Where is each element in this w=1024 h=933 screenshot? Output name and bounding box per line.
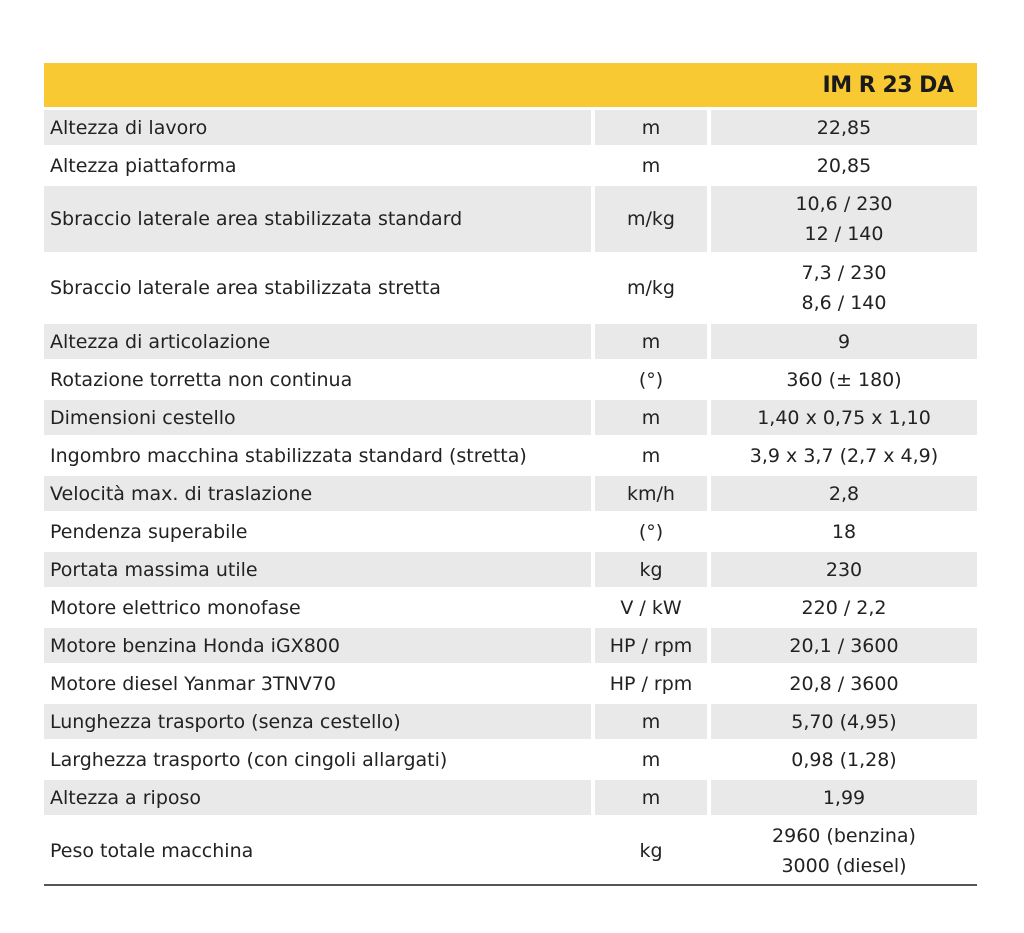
table-row — [44, 590, 977, 625]
spec-table — [44, 63, 977, 886]
table-row — [44, 704, 977, 739]
value-cell — [711, 400, 977, 435]
value-line: 3,9 x 3,7 (2,7 x 4,9) — [749, 444, 939, 467]
param-cell: Motore benzina Honda iGX800 — [44, 628, 591, 663]
value-line: 2,8 — [828, 482, 860, 505]
value-cell — [711, 110, 977, 145]
table-row — [44, 400, 977, 435]
unit-cell: (°) — [638, 368, 664, 391]
table-row — [44, 818, 977, 886]
value-cell — [711, 438, 977, 473]
table-row — [44, 666, 977, 701]
value-cell — [711, 324, 977, 359]
unit-cell: m — [595, 324, 707, 359]
table-row — [44, 780, 977, 815]
param-cell: Altezza di lavoro — [44, 110, 591, 145]
value-line: 12 / 140 — [804, 223, 884, 245]
table-row — [44, 742, 977, 777]
value-line: 0,98 (1,28) — [791, 748, 897, 771]
param-cell: Peso totale macchina — [50, 840, 254, 862]
value-line: 20,1 / 3600 — [789, 634, 899, 657]
table-header — [44, 63, 977, 107]
param-cell: Sbraccio laterale area stabilizzata stretta — [50, 277, 441, 299]
value-cell — [711, 255, 977, 321]
table-row — [44, 324, 977, 359]
param-cell: Motore elettrico monofase — [50, 596, 301, 619]
value-line: 22,85 — [816, 116, 872, 139]
param-cell: Pendenza superabile — [50, 520, 248, 543]
value-line: 1,40 x 0,75 x 1,10 — [757, 406, 931, 429]
value-cell — [711, 666, 977, 701]
param-cell: Velocità max. di traslazione — [44, 476, 591, 511]
value-line: 360 (± 180) — [786, 368, 902, 391]
unit-cell: m — [595, 780, 707, 815]
unit-cell: V / kW — [620, 596, 682, 619]
param-cell: Ingombro macchina stabilizzata standard (stretta) — [50, 444, 527, 467]
value-cell — [711, 476, 977, 511]
table-row — [44, 514, 977, 549]
value-cell — [711, 514, 977, 549]
value-cell — [711, 362, 977, 397]
value-line: 5,70 (4,95) — [791, 710, 897, 733]
value-cell — [711, 818, 977, 884]
table-body — [44, 110, 977, 886]
unit-cell: HP / rpm — [595, 628, 707, 663]
value-line: 7,3 / 230 — [801, 262, 887, 284]
unit-cell: kg — [639, 840, 663, 862]
value-cell — [711, 780, 977, 815]
param-cell: Altezza di articolazione — [44, 324, 591, 359]
table-row — [44, 628, 977, 663]
value-line: 220 / 2,2 — [801, 596, 887, 619]
unit-cell: kg — [595, 552, 707, 587]
value-cell — [711, 186, 977, 252]
unit-cell: m/kg — [595, 186, 707, 252]
value-line: 1,99 — [822, 786, 866, 809]
unit-cell: m — [595, 400, 707, 435]
unit-cell: m — [595, 704, 707, 739]
unit-cell: HP / rpm — [609, 672, 693, 695]
value-line: 20,8 / 3600 — [789, 672, 899, 695]
unit-cell: km/h — [595, 476, 707, 511]
unit-cell: m — [641, 748, 661, 771]
param-cell: Altezza a riposo — [44, 780, 591, 815]
value-line: 9 — [837, 330, 851, 353]
value-cell — [711, 552, 977, 587]
unit-cell: m — [595, 110, 707, 145]
model-title: IM R 23 DA — [822, 73, 954, 98]
table-row — [44, 255, 977, 321]
param-cell: Dimensioni cestello — [44, 400, 591, 435]
table-row — [44, 362, 977, 397]
value-line: 2960 (benzina) — [772, 825, 916, 847]
param-cell: Larghezza trasporto (con cingoli allargati) — [50, 748, 448, 771]
table-row — [44, 552, 977, 587]
value-line: 18 — [831, 520, 857, 543]
value-line: 20,85 — [816, 154, 872, 177]
param-cell: Altezza piattaforma — [50, 154, 237, 177]
value-cell — [711, 148, 977, 183]
table-row — [44, 186, 977, 252]
param-cell: Sbraccio laterale area stabilizzata standard — [44, 186, 591, 252]
unit-cell: m/kg — [627, 277, 675, 299]
value-line: 10,6 / 230 — [795, 193, 893, 215]
value-cell — [711, 590, 977, 625]
table-row — [44, 438, 977, 473]
table-row — [44, 148, 977, 183]
param-cell: Portata massima utile — [44, 552, 591, 587]
value-line: 8,6 / 140 — [801, 292, 887, 314]
value-line: 230 — [825, 558, 863, 581]
param-cell: Lunghezza trasporto (senza cestello) — [44, 704, 591, 739]
unit-cell: (°) — [638, 520, 664, 543]
param-cell: Rotazione torretta non continua — [50, 368, 353, 391]
value-cell — [711, 628, 977, 663]
value-line: 3000 (diesel) — [781, 855, 907, 877]
unit-cell: m — [641, 444, 661, 467]
value-cell — [711, 742, 977, 777]
unit-cell: m — [641, 154, 661, 177]
param-cell: Motore diesel Yanmar 3TNV70 — [50, 672, 336, 695]
table-row — [44, 476, 977, 511]
table-row — [44, 110, 977, 145]
value-cell — [711, 704, 977, 739]
